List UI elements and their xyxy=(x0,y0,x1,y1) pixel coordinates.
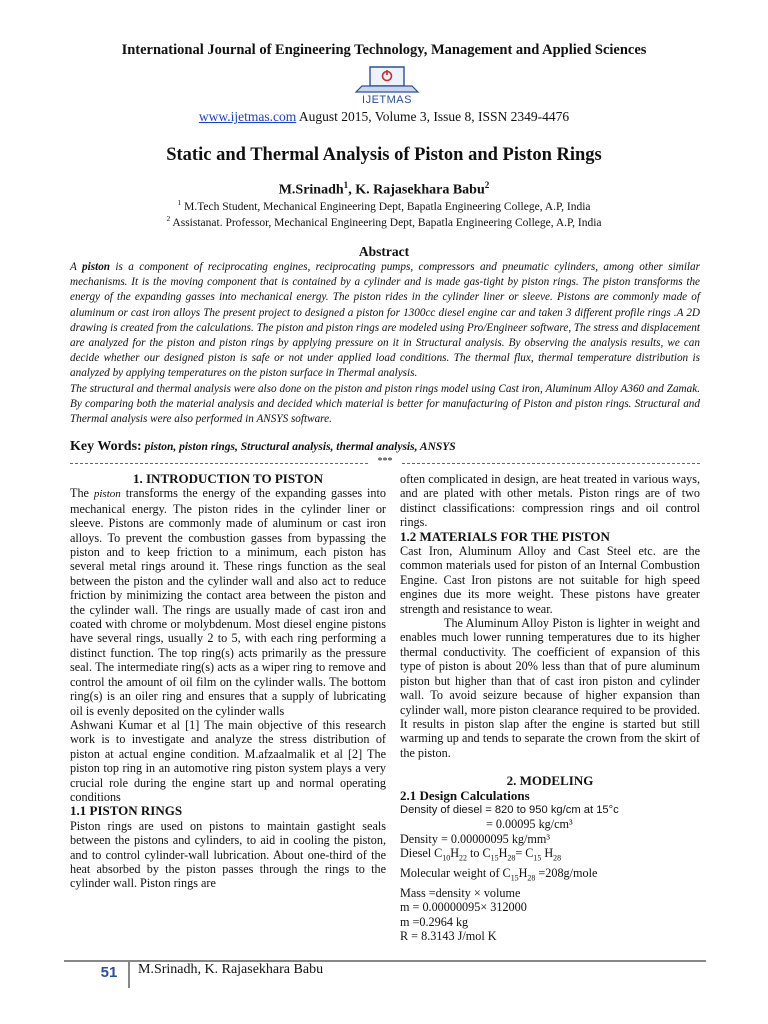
affiliation-2 xyxy=(0,214,768,229)
literature-paragraph: Ashwani Kumar et al [1] The main objective of this research work is to investigate and analyze the stress distribution of piston at actual engine condition. M.afzaalmalik et al [2] The piston top ring in an automotive ring piston system plays a very crucial role during the engine start up and normal operating conditions xyxy=(70,717,386,804)
section-separator xyxy=(70,456,700,470)
rings-continued-paragraph: often complicated in design, are heat treated in various ways, and are plated with other metals. Piston rings are of two distinct classifications: compression rings and oil control rings. xyxy=(400,472,700,530)
abstract-keyword-piston: piston xyxy=(82,261,111,273)
heading-design-calculations: 2.1 Design Calculations xyxy=(400,787,530,803)
heading-introduction: 1. INTRODUCTION TO PISTON xyxy=(133,471,323,486)
calc-text: Diesel C xyxy=(400,846,443,861)
keywords-line xyxy=(70,438,700,455)
heading-piston-rings: 1.1 PISTON RINGS xyxy=(70,803,183,819)
calc-line-diesel-formula xyxy=(400,846,700,866)
issue-info: August 2015, Volume 3, Issue 8, ISSN 2349-4476 xyxy=(298,109,570,124)
footer-authors: M.Srinadh, K. Rajasekhara Babu xyxy=(138,962,324,977)
author-separator: , xyxy=(348,182,356,198)
calc-line-mass-formula: Mass =density × volume xyxy=(400,885,521,900)
calc-text: = C xyxy=(515,846,534,861)
issue-line xyxy=(0,109,768,125)
abstract-heading: Abstract xyxy=(358,244,410,259)
abstract-text: is a component of reciprocating engines, reciprocating pumps, compressors and pneumatic cylinders, among other similar mechanisms. It is the moving component that is contained by a cylinder and is made gas-tight by piston rings. The piston transforms the energy of the expanding gasses into mechanical energy. The piston rides in the cylinder liner or sleeve. Pistons are commonly made of aluminum or cast iron alloys The present project to designed a piston for 1300cc diesel engine car and taken 3 different profile rings .A 2D drawing is created from the calculations. The piston and piston rings are modeled using Pro/Engineer software, The stress and displacement are analyzed for the piston and piston rings by applying pressure on it in Structural analysis. By observing the analysis results, we can decide whether our designed piston is safe or not under applied load conditions. The thermal flux, thermal temperature distribution is analyzed by applying temperatures on the piston surface in Thermal analysis. xyxy=(70,261,700,380)
separator-dash-left xyxy=(70,463,368,464)
calc-subscript: 28 xyxy=(507,853,516,863)
page-number: 51 xyxy=(100,964,118,981)
author-2-sup: 2 xyxy=(484,180,490,190)
materials-paragraph-1: Cast Iron, Aluminum Alloy and Cast Steel etc. are the common materials used for piston of an Internal Combustion Engine. Cast Iron pistons are not suitable for high speed engines due its more weight. These pistons have greater strength and resistance to wear. xyxy=(400,544,700,616)
right-column xyxy=(400,472,700,943)
calc-subscript: 15 xyxy=(510,873,519,883)
calc-line-density-value: = 0.00095 kg/cm³ xyxy=(486,817,573,832)
separator-stars: *** xyxy=(377,456,393,467)
journal-logo xyxy=(344,64,430,108)
heading-modeling: 2. MODELING xyxy=(506,773,594,789)
calc-subscript: 28 xyxy=(553,853,562,863)
abstract-paragraph-2: The structural and thermal analysis were also done on the piston and piston rings model using Cast iron, Aluminum Alloy A360 and Zamak. By comparing both the material analysis and decided which material is better for manufacturing of Piston and piston rings. Structural and Thermal analysis were also performed in ANSYS software. xyxy=(70,382,700,426)
laptop-icon xyxy=(344,64,430,96)
journal-name: International Journal of Engineering Technology, Management and Applied Sciences xyxy=(121,42,647,58)
affiliation-1-num: 1 xyxy=(177,198,182,207)
paper-title: Static and Thermal Analysis of Piston and Piston Rings xyxy=(166,145,602,165)
affiliation-1-text: M.Tech Student, Mechanical Engineering Dept, Bapatla Engineering College, A.P, India xyxy=(181,200,591,213)
calc-text: to C xyxy=(466,846,491,861)
calc-subscript: 28 xyxy=(527,873,536,883)
calc-line-density-diesel: Density of diesel = 820 to 950 kg/cm at 15°c xyxy=(400,803,619,816)
rings-paragraph: Piston rings are used on pistons to maintain gastight seals between the pistons and cylinders, to aid in cooling the piston, and to control cylinder-wall lubrication. About one-third of the heat absorbed by the piston passes through the rings to the cylinder wall. Piston rings are xyxy=(70,818,386,891)
intro-italic-piston: piston xyxy=(93,488,121,501)
separator-dash-right xyxy=(402,463,700,464)
footer-divider xyxy=(128,962,130,988)
journal-website-link[interactable]: www.ijetmas.com xyxy=(198,109,297,124)
calc-line-mass-substitution: m = 0.00000095× 312000 xyxy=(400,900,527,915)
abstract-paragraph-1 xyxy=(70,260,700,382)
author-1: M.Srinadh xyxy=(278,182,344,198)
intro-text: The xyxy=(70,486,94,501)
left-column xyxy=(70,472,386,891)
calc-text: H xyxy=(518,866,528,880)
intro-text: transforms the energy of the expanding gasses into mechanical energy. The piston rides in the cylinder liner or sleeve. Pistons are commonly made of aluminum or cast iron alloys. To prevent the combustion gasses from bypassing the piston and to keep friction to a minimum, each piston has several metal rings around it. These rings function as the seal between the piston and the cylinder wall and also act to reduce friction by minimizing the contact area between the piston and the cylinder wall. The rings are usually made of cast iron and coated with chrome or molybdenum. Most diesel engine pistons have several rings, usually 2 to 5, with each ring performing a distinct function. The top ring(s) acts primarily as the pressure seal. The intermediate ring(s) acts as a wiper ring to remove and control the amount of oil film on the cylinder walls. The bottom ring(s) is an oiler ring and ensures that a supply of lubricating oil is evenly deposited on the cylinder walls xyxy=(70,486,386,718)
calc-text: H xyxy=(498,846,508,861)
abstract-text: A xyxy=(70,261,83,273)
affiliation-2-text: Assistanat. Professor, Mechanical Engineering Dept, Bapatla Engineering College, A.P, India xyxy=(170,216,602,229)
affiliation-1 xyxy=(0,198,768,213)
keywords-value: piston, piston rings, Structural analysis, thermal analysis, ANSYS xyxy=(141,441,456,453)
intro-paragraph xyxy=(70,486,386,718)
calc-line-gas-constant: R = 8.3143 J/mol K xyxy=(400,929,497,944)
calc-line-density-mm: Density = 0.00000095 kg/mm³ xyxy=(400,831,551,846)
calc-line-molecular-weight xyxy=(400,866,700,886)
calc-text: Molecular weight of C xyxy=(400,866,511,880)
abstract-body xyxy=(70,260,700,427)
calc-line-mass-result: m =0.2964 kg xyxy=(400,914,469,929)
design-calculations xyxy=(400,803,700,944)
calc-text: H xyxy=(450,846,460,861)
affiliation-2-num: 2 xyxy=(166,214,171,223)
authors-line xyxy=(0,180,768,199)
author-1-sup: 1 xyxy=(343,180,349,190)
logo-text: IJETMAS xyxy=(362,94,412,106)
calc-subscript: 10 xyxy=(442,853,451,863)
calc-text: =208g/mole xyxy=(535,866,598,880)
calc-subscript: 22 xyxy=(459,853,467,863)
calc-subscript: 15 xyxy=(490,853,499,863)
materials-paragraph-2: The Aluminum Alloy Piston is lighter in weight and enables much lower running temperatures due to its higher thermal conductivity. The coefficient of expansion of this type of piston is about 20% less than that of pure aluminum piston but higher than that of cast iron piston and cylinder wall. To avoid seizure because of higher expansion than cylinder wall, more piston clearance required to be provided. It results in piston slap after the engine is started but still warming up and tends to separate the crown from the skirt of the piston. xyxy=(400,616,700,760)
calc-text: H xyxy=(541,846,554,861)
calc-subscript: 15 xyxy=(533,853,542,863)
keywords-label: Key Words: xyxy=(70,439,142,454)
heading-materials: 1.2 MATERIALS FOR THE PISTON xyxy=(400,528,610,544)
author-2: K. Rajasekhara Babu xyxy=(355,182,485,198)
